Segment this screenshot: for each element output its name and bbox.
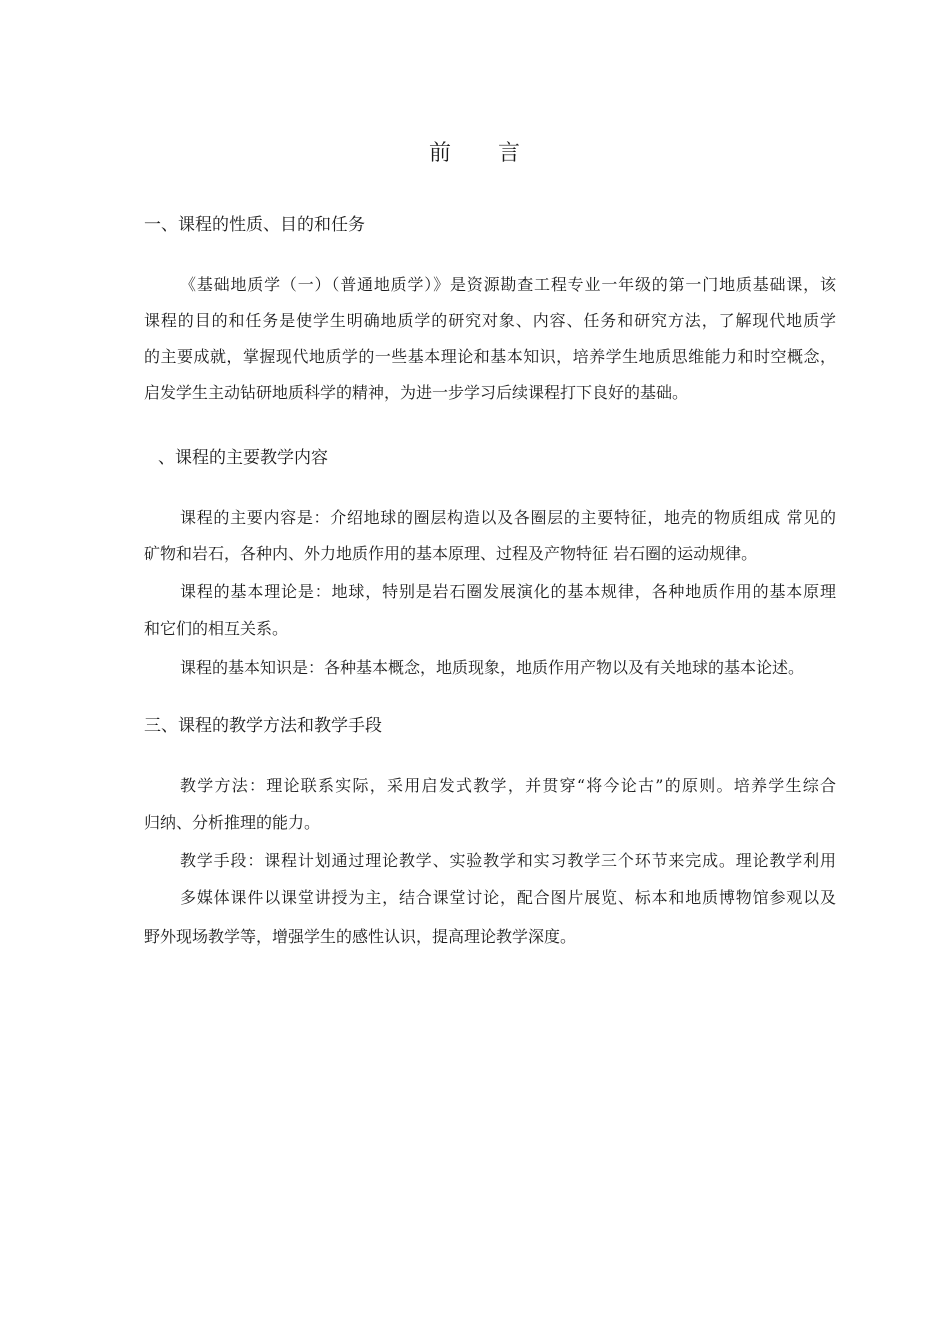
paragraph-line: 课程的主要内容是：介绍地球的圈层构造以及各圈层的主要特征，地壳的物质组成 常见的 [180,508,836,527]
paragraph-line: 多媒体课件以课堂讲授为主，结合课堂讨论，配合图片展览、标本和地质博物馆参观以及 [180,888,836,907]
paragraph-line: 课程的基本理论是：地球，特别是岩石圈发展演化的基本规律，各种地质作用的基本原理 [180,582,836,601]
paragraph-line: 归纳、分析推理的能力。 [144,813,321,832]
paragraph-line: 教学手段：课程计划通过理论教学、实验教学和实习教学三个环节来完成。理论教学利用 [180,851,836,870]
paragraph-line: 启发学生主动钻研地质科学的精神，为进一步学习后续课程打下良好的基础。 [144,383,689,402]
section-heading-content: 、课程的主要教学内容 [158,448,328,468]
paragraph-line: 野外现场教学等，增强学生的感性认识，提高理论教学深度。 [144,927,577,946]
page-title: 前 言 [428,141,521,166]
section-heading-methods: 三、课程的教学方法和教学手段 [144,716,382,736]
paragraph-line: 课程的基本知识是：各种基本概念，地质现象，地质作用产物以及有关地球的基本论述。 [180,658,805,677]
paragraph-line: 和它们的相互关系。 [144,619,289,638]
section-heading-nature: 一、课程的性质、目的和任务 [144,215,365,235]
paragraph-line: 《基础地质学（一）（普通地质学）》是资源勘查工程专业一年级的第一门地质基础课，该 [180,275,836,294]
paragraph-line: 矿物和岩石，各种内、外力地质作用的基本原理、过程及产物特征 岩石圈的运动规律。 [144,544,758,563]
paragraph-line: 教学方法：理论联系实际，采用启发式教学，并贯穿“将今论古”的原则。培养学生综合 [180,776,836,795]
paragraph-line: 的主要成就，掌握现代地质学的一些基本理论和基本知识，培养学生地质思维能力和时空概念， [144,347,836,366]
paragraph-line: 课程的目的和任务是使学生明确地质学的研究对象、内容、任务和研究方法，了解现代地质学 [144,311,836,330]
